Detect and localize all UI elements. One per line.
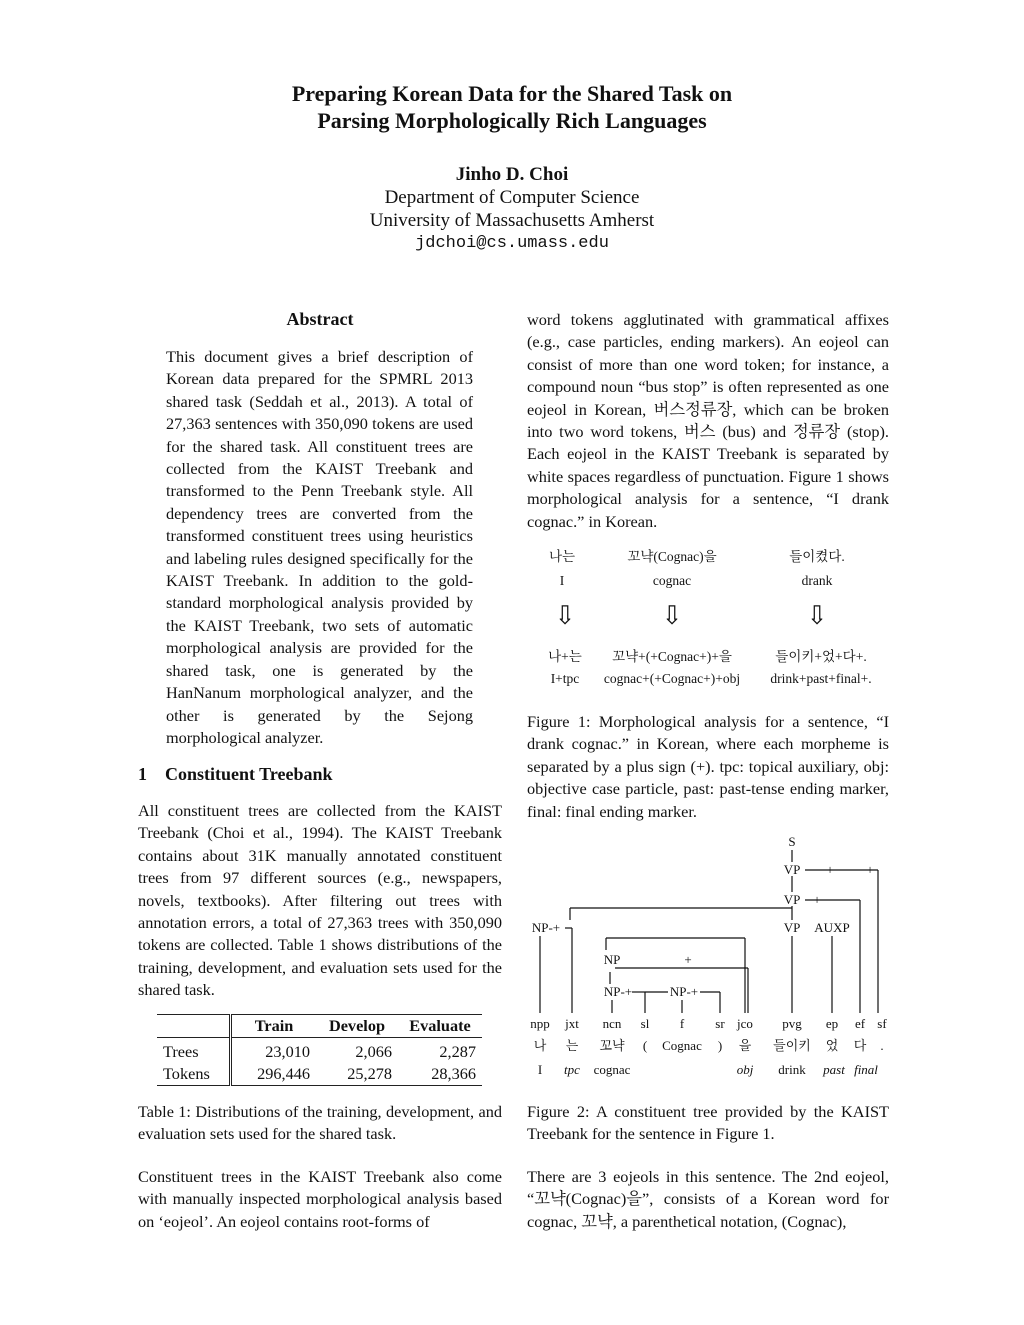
author-dept: Department of Computer Science (384, 187, 640, 208)
fig1-morph: 나+는 (548, 649, 582, 664)
figure-2-caption: Figure 2: A constituent tree provided by the KAIST Treebank for the sentence in Figure 1. (527, 1102, 889, 1144)
fig1-gloss: I (559, 573, 565, 588)
table-cell: Trees (157, 1038, 231, 1064)
node-plus: + (813, 892, 821, 907)
node-np: NP-+ (603, 984, 633, 999)
right-paragraph-1: word tokens agglutinated with grammatical affixes (e.g., case particles, ending markers). An eojeol can consist of more than one word token; for instance, a compound noun “bus stop” is often represented as one eojeol in Korean, 버스정류장, which can be broken into two word tokens, 버스 (bus) and 정류장 (stop). Each eojeol in the KAIST Treebank is separated by white spaces regardless of punctuation. Figure 1 shows morphological analysis for a sentence, “I drank cognac.” in Korean. (527, 310, 889, 531)
table-row (157, 1063, 482, 1086)
tree-tag: sf (877, 1016, 887, 1031)
fig1-gloss: cognac (652, 573, 692, 588)
fig1-morph: 꼬냑+(+Cognac+)+을 (612, 649, 732, 664)
tree-token: 나 (533, 1038, 547, 1053)
tree-gloss: past (823, 1062, 845, 1077)
tree-tag: ef (854, 1016, 866, 1031)
node-plus: + (866, 862, 874, 877)
table-caption: Table 1: Distributions of the training, development, and evaluation sets used for the shared task. (138, 1102, 502, 1144)
title-line-1: Preparing Korean Data for the Shared Task on (291, 81, 733, 106)
tree-token: ) (717, 1038, 723, 1053)
table-row (157, 1038, 482, 1064)
tree-gloss: tpc (564, 1062, 580, 1077)
down-arrow-icon: ⇩ (661, 601, 683, 630)
tree-gloss: final (854, 1062, 878, 1077)
node-auxp: AUXP (814, 920, 850, 935)
author-name: Jinho D. Choi (455, 164, 569, 185)
author-block (0, 163, 1024, 255)
tree-token: 는 (565, 1038, 579, 1053)
title-line-2: Parsing Morphologically Rich Languages (317, 108, 707, 133)
fig1-morph-gloss: drink+past+final+. (770, 671, 872, 686)
fig1-morph-gloss: cognac+(+Cognac+)+obj (603, 671, 741, 686)
tree-tag: jxt (565, 1016, 579, 1031)
tree-token: 었 (825, 1038, 839, 1053)
tree-tokens (534, 1038, 884, 1053)
tree-token: Cognac (662, 1038, 702, 1053)
section-paragraph-2: Constituent trees in the KAIST Treebank also come with manually inspected morphological analysis based on ‘eojeol’. An eojeol contains root-forms of (138, 1167, 502, 1231)
table-cell: 2,066 (355, 1042, 392, 1061)
section-heading: 1 Constituent Treebank (138, 764, 333, 784)
figure-1-caption: Figure 1: Morphological analysis for a sentence, “I drank cognac.” in Korean, where each morpheme is separated by a plus sign (+). tpc: topical auxiliary, obj: objective case particle, past: past-tense ending marker, final: final ending marker. (527, 712, 889, 821)
table-header-cell: Develop (328, 1016, 386, 1035)
table-header-cell: Evaluate (409, 1016, 471, 1035)
author-univ: University of Massachusetts Amherst (369, 210, 655, 231)
table-header-cell (157, 1015, 231, 1038)
table-cell: 296,446 (257, 1064, 310, 1083)
pos-tags (530, 1016, 887, 1031)
tree-tag: f (679, 1016, 685, 1031)
table-cell: 25,278 (347, 1064, 392, 1083)
right-paragraph-2: There are 3 eojeols in this sentence. The 2nd eojeol, “꼬냑(Cognac)을”, consists of a Korean word for cognac, 꼬냑, a parenthetical notation, (Cognac), (527, 1167, 889, 1231)
tree-tag: ep (825, 1016, 839, 1031)
fig1-word: 들이켰다. (789, 549, 845, 564)
table-cell: Tokens (157, 1063, 231, 1086)
down-arrow-icon: ⇩ (554, 601, 576, 630)
node-vp: VP (783, 862, 801, 877)
abstract-text: This document gives a brief description of Korean data prepared for the SPMRL 2013 shared task (Seddah et al., 2013). A total of 27,363 sentences with 350,090 tokens are used for the shared task. All constituent trees are collected from the KAIST Treebank and transformed to the Penn Treebank style. All dependency trees are converted from the transformed constituent trees using heuristics and labeling rules designed specifically for the KAIST Treebank. In addition to the gold-standard morphological analysis provided by the KAIST Treebank, two sets of automatic morphological analysis are provided for the shared task, one is generated by the HanNanum morphological analyzer, and the other is generated by the Sejong morphological analyzer. (166, 347, 473, 747)
author-email[interactable]: jdchoi@cs.umass.edu (415, 234, 609, 253)
tree-glosses (538, 1062, 878, 1077)
node-vp: VP (783, 920, 801, 935)
node-plus: + (684, 952, 692, 967)
figure-2-tree (520, 828, 900, 1088)
down-arrow-icon: ⇩ (806, 601, 828, 630)
table-cell: 23,010 (265, 1042, 310, 1061)
fig1-morph-gloss: I+tpc (550, 671, 580, 686)
table-cell: 28,366 (431, 1064, 476, 1083)
table-1 (157, 1014, 482, 1086)
fig1-word: 꼬냑(Cognac)을 (627, 549, 717, 564)
fig1-gloss: drank (801, 573, 833, 588)
node-np: NP-+ (531, 920, 561, 935)
node-np: NP (603, 952, 621, 967)
tree-gloss: cognac (593, 1062, 631, 1077)
node-np: NP-+ (669, 984, 699, 999)
tree-tag: pvg (782, 1016, 802, 1031)
tree-gloss: drink (778, 1062, 806, 1077)
table-header-cell: Train (254, 1016, 294, 1035)
paper-title (0, 80, 1024, 134)
node-s: S (788, 834, 796, 849)
tree-gloss: obj (736, 1062, 754, 1077)
tree-token: 다 (853, 1038, 867, 1053)
tree-token: 꼬냑 (599, 1038, 625, 1053)
tree-gloss: I (537, 1062, 543, 1077)
tree-tag: sr (715, 1016, 725, 1031)
tree-token: ( (642, 1038, 648, 1053)
fig1-morph: 들이키+었+다+. (775, 649, 867, 664)
tree-token: 을 (738, 1038, 752, 1053)
tree-token: . (880, 1038, 884, 1053)
node-plus: + (826, 862, 834, 877)
abstract-heading: Abstract (286, 309, 354, 329)
tree-tag: ncn (602, 1016, 622, 1031)
fig1-word: 나는 (548, 549, 576, 564)
tree-tag: jco (737, 1016, 753, 1031)
node-vp: VP (783, 892, 801, 907)
table-cell: 2,287 (439, 1042, 476, 1061)
section-paragraph-1: All constituent trees are collected from the KAIST Treebank (Choi et al., 1994). The KAIST Treebank contains about 31K manually annotated constituent trees from 97 different sources (e.g., newspapers, novels, textbooks). After filtering out trees with annotation errors, a total of 27,363 trees with 350,090 tokens are collected. Table 1 shows distributions of the training, development, and evaluation sets used for the shared task. (138, 801, 502, 1000)
tree-tag: npp (530, 1016, 550, 1031)
tree-tag: sl (640, 1016, 650, 1031)
figure-1 (527, 545, 889, 695)
tree-token: 들이키 (773, 1038, 811, 1053)
